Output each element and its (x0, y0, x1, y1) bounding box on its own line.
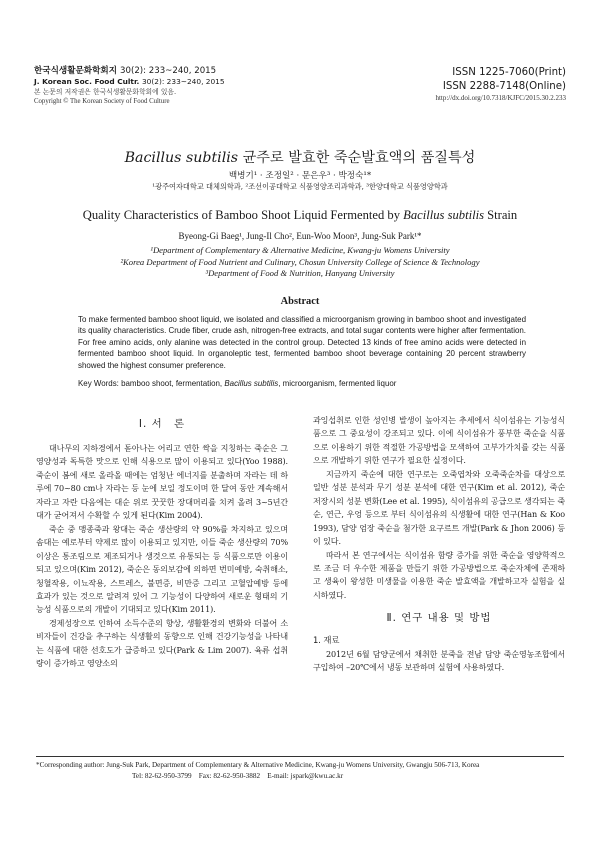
journal-eng-line (34, 77, 364, 87)
body-column-left (36, 416, 288, 671)
english-title-end: Strain (483, 208, 518, 222)
english-title (0, 208, 600, 223)
english-title-main: Quality Characteristics of Bamboo Shoot Liquid Fermented by (82, 208, 404, 222)
section-1-paragraph-3: 경제성장으로 인하여 소득수준의 향상, 생활환경의 변화와 더불어 소비자들이 건강을 추구하는 식생활의 동향으로 인해 건강기능성을 나타내는 식품에 대한 선호도가 급증하고 있다(Park & Lim 2007). 육류 섭취량이 증가하고 영양소의 (36, 618, 288, 669)
korean-title-species: Bacillus subtilis (124, 150, 239, 166)
korean-affiliations: ¹광주여자대학교 대체의학과, ²조선이공대학교 식품영양조리과학과, ³한양대학교 식품영양학과 (152, 182, 448, 191)
abstract-text: To make fermented bamboo shoot liquid, we isolated and classified a microorganism growing in bamboo shoot and investigated its quality characteristics. Crude fiber, crude ash, nitrogen-free extracts, and total sugar contents were higher after fermentation. For free amino acids, only alanine was detected in the control group. Detected 13 kinds of free amino acids were detected in fermented bamboo shoot liquid. In organoleptic test, fermented bamboo shoot beverage containing 20 percent strawberry showed the highest consumer preference. (78, 315, 526, 370)
issn-online: ISSN 2288-7148(Online) (442, 80, 566, 92)
keywords-label: Key Words: (78, 379, 119, 388)
english-authors: Byeong-Gi Baeg¹, Jung-Il Cho², Eun-Woo Moon³, Jung-Suk Park¹* (178, 231, 422, 241)
keywords-species: Bacillus subtilis (224, 379, 279, 388)
journal-kor-name: 한국식생활문화학회지 (34, 66, 118, 76)
body-column-right (313, 414, 565, 675)
section-1-paragraph-1: 대나무의 지하경에서 돋아나는 어리고 연한 싹을 지칭하는 죽순은 그 영양성과 독특한 맛으로 인해 식용으로 많이 이용되고 있다(Yoo 1988). 죽순이 봄에 새로 올라올 때에는 엄청난 에너지를 분출하며 자라는 데 하루에 70~80 cm나 자라는 등 눈에 보일 정도이며 한 달여 동안 계속해서 자라고 자란 다음에는 대순 위로 꿋꿋한 장대머리를 치켜 올려 3~5년간 대가 굳어져서 수확할 수 있게 된다(Kim 2004). (36, 444, 288, 521)
footnote-rule (36, 756, 564, 757)
keywords (78, 379, 538, 388)
korean-title (0, 147, 600, 167)
journal-eng-volume: 30(2): 233~240, 2015 (141, 77, 225, 86)
issn-print: ISSN 1225-7060(Print) (452, 67, 566, 78)
keywords-part-a: bamboo shoot, fermentation, (118, 379, 225, 388)
copyright-kor: 본 논문의 저작권은 한국식생활문화학회에 있음. (34, 88, 177, 96)
doi-link[interactable]: http://dx.doi.org/10.7318/KJFC/2015.30.2.233 (435, 94, 566, 102)
journal-eng-name: J. Korean Soc. Food Cultr. (34, 77, 140, 86)
keywords-part-b: , microorganism, fermented liquor (278, 379, 397, 388)
section-2-subtitle-materials: 1. 재료 (313, 635, 340, 646)
journal-header (34, 66, 364, 107)
abstract-heading: Abstract (280, 296, 320, 307)
copyright-eng: Copyright © The Korean Society of Food Culture (34, 98, 170, 105)
english-affiliation-3: ³Department of Food & Nutrition, Hanyang University (205, 268, 395, 278)
footnote-contact[interactable]: Tel: 82-62-950-3799 Fax: 82-62-950-3882 E-mail: jspark@kwu.ac.kr (132, 771, 344, 780)
footnote (36, 760, 566, 781)
korean-title-rest: 균주로 발효한 죽순발효액의 품질특성 (238, 150, 476, 166)
section-2-paragraph-1: 2012년 6월 담양군에서 채취한 분죽을 전남 담양 죽순영농조합에서 구입하여 –20℃에서 냉동 보관하며 실험에 사용하였다. (313, 649, 565, 673)
section-1-paragraph-2: 죽순 중 맹종죽과 왕대는 죽순 생산량의 약 90%를 차지하고 있으며 솜대는 예로부터 약제로 많이 이용되고 있지만, 이들 죽순 생산량의 70% 이상은 통조림으로 제조되거나 생것으로 유통되는 등 식품으로만 이용이 되고 있으며(Kim 2012), 죽순은 동의보감에 의하면 번미예방, 숙취해소, 청혈작용, 이뇨작용, 스트레스, 불면증, 비만증 그리고 고혈압예방 등에 효과가 있는 것으로 알려져 있어 그 기능성이 다양하여 새로운 형태의 기능성 식품으로의 개발이 기대되고 있다(Kim 2011). (36, 524, 288, 615)
section-2-title: Ⅱ. 연구 내용 및 방법 (386, 612, 492, 625)
english-affiliation-2: ²Korea Department of Food Nutrient and Culinary, Chosun University College of Science & Technology (120, 257, 480, 267)
footnote-corresponding-author: *Corresponding author: Jung-Suk Park, Department of Complementary & Alternative Medicine, Kwang-ju Womens University, Gwangju 506-713, Korea (36, 761, 480, 769)
journal-kor-line (34, 66, 364, 77)
korean-authors: 백병기¹ · 조정일² · 문은우³ · 박정숙¹* (228, 171, 372, 181)
section-1-paragraph-4: 과잉섭취로 인한 성인병 발생이 높아지는 추세에서 식이섬유는 기능성식품으로 그 중요성이 강조되고 있다. 이에 식이섬유가 풍부한 죽순을 식품으로 이용하기 위한 적절한 가공방법을 모색하여 고부가가치를 갖는 식품으로 개발하기 위한 연구가 필요한 실정이다. (313, 416, 565, 466)
section-1-paragraph-6: 따라서 본 연구에서는 식이섬유 함량 증가를 위한 죽순을 영양학적으로 조금 더 우수한 제품을 만들기 위한 가공방법으로 죽순자체에 존재하고 생육이 왕성한 미생물을 이용한 죽순 발효액을 개발하고자 실험을 실시하였다. (313, 550, 565, 600)
english-title-species: Bacillus subtilis (403, 208, 484, 222)
journal-kor-volume: 30(2): 233~240, 2015 (120, 66, 217, 76)
issn-block (326, 66, 566, 103)
section-1-paragraph-5: 지금까지 죽순에 대한 연구로는 오죽엽차와 오죽죽순차를 대상으로 일반 성분 분석과 무기 성분 분석에 대한 연구(Kim et al. 2012), 죽순 저장시의 성분 변화(Lee et al. 1995), 식이섬유의 공급으로 생각되는 죽순, 연근, 우엉 등으로 부터 식이섬유의 식생활에 대한 연구(Han & Koo 1993), 담양 엄장 죽순을 첨가한 요구르트 개발(Park & Jhon 2006) 등이 있다. (313, 469, 565, 547)
section-1-title: Ⅰ. 서 론 (138, 418, 186, 430)
english-affiliation-1: ¹Department of Complementary & Alternative Medicine, Kwang-ju Womens University (150, 245, 450, 255)
